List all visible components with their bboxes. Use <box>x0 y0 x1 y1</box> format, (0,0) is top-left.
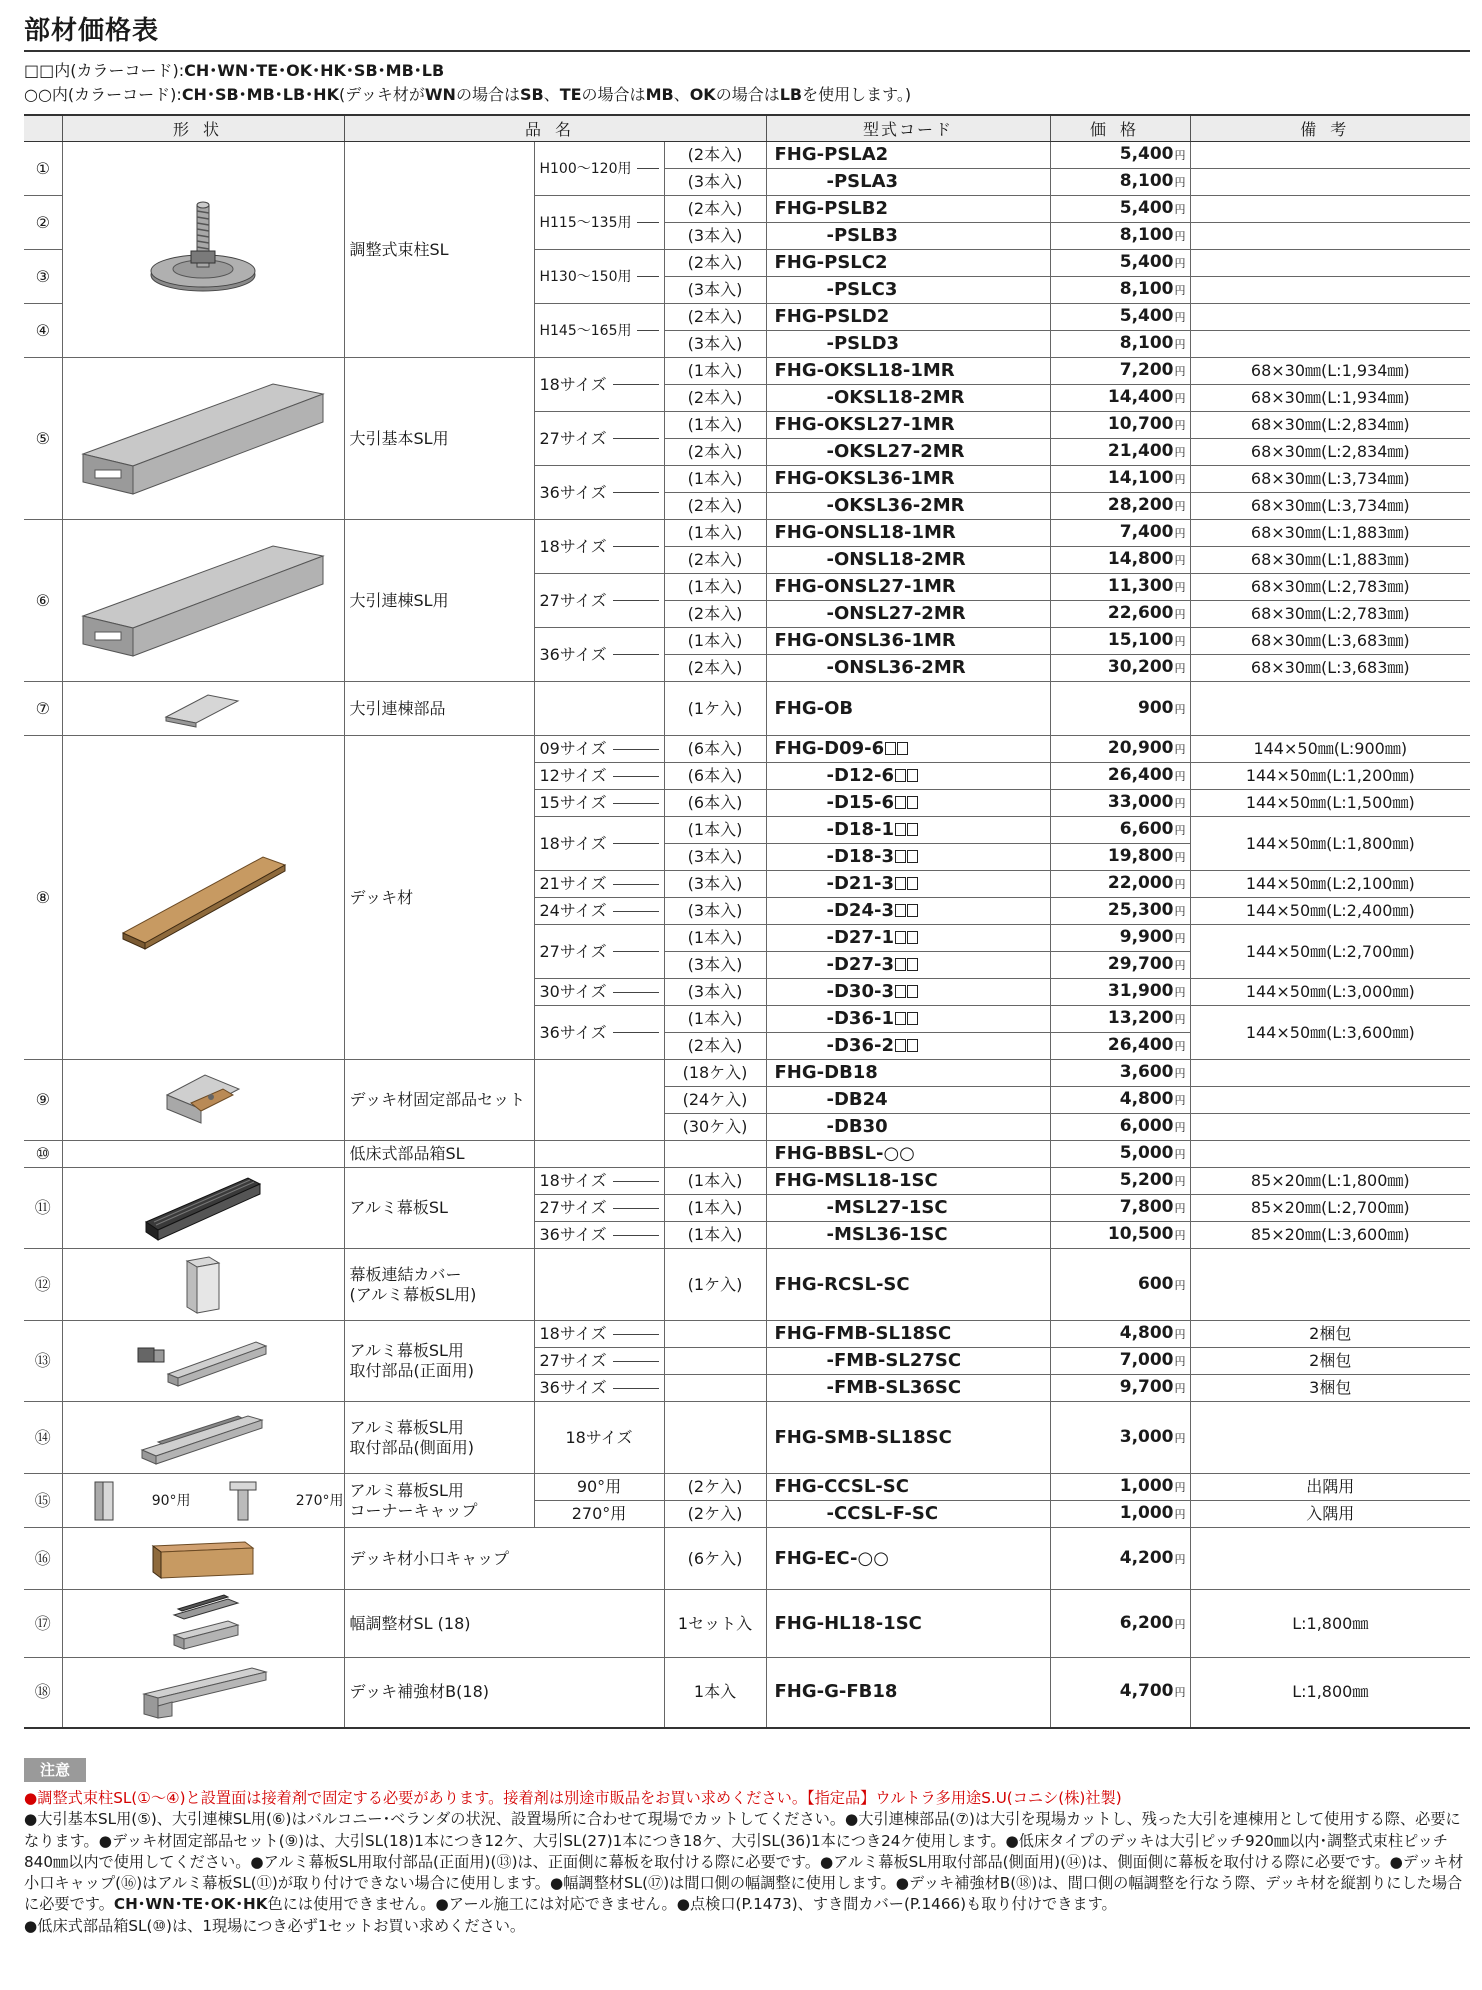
table-row: ⑰ 幅調整材SL (18) 1セット入 FHG-HL18-1SC 6,200円 L:1,800㎜ <box>24 1590 1470 1658</box>
deck-board-image <box>62 736 344 1060</box>
reinforcement-icon <box>128 1660 278 1724</box>
note-red: ●調整式束柱SL(①～④)と設置面は接着剤で固定する必要があります。接着剤は別途市販品をお買い求めください。【指定品】ウルトラ多用途S.U(コニシ(株)社製) <box>24 1789 1122 1807</box>
table-row: ⑨ デッキ材固定部品セット (18ケ入) FHG-DB18 3,600円 <box>24 1060 1470 1087</box>
corner-cap-90-icon <box>92 1478 116 1524</box>
note-last: ●低床式部品箱SL(⑩)は、1現場につき必ず1セットお買い求めください。 <box>24 1916 526 1935</box>
table-header-row <box>24 115 1470 142</box>
table-row: (3本入) -PSLB3 8,100円 <box>24 223 1470 250</box>
table-row: (3本入) -PSLA3 8,100円 <box>24 169 1470 196</box>
notes-tag: 注意 <box>24 1758 86 1782</box>
table-row: (3本入) -PSLD3 8,100円 <box>24 331 1470 358</box>
table-row: (2本入) -OKSL27-2MR 21,400円 68×30㎜(L:2,834㎜) <box>24 439 1470 466</box>
table-row: 270°用 (2ケ入) -CCSL-F-SC 1,000円 入隅用 <box>24 1501 1470 1528</box>
title-rule <box>24 50 1470 52</box>
table-row: ④ H145～165用 (2本入) FHG-PSLD2 5,400円 <box>24 304 1470 331</box>
beam-joint-image <box>62 520 344 682</box>
table-row: 36サイズ (1本入) FHG-OKSL36-1MR 14,100円 68×30㎜(L:3,734㎜) <box>24 466 1470 493</box>
table-row: (24ケ入) -DB24 4,800円 <box>24 1087 1470 1114</box>
header-note: 備考 <box>1190 115 1470 142</box>
table-row: 27サイズ (1本入) -D27-1 9,900円 144×50㎜(L:2,700㎜) <box>24 925 1470 952</box>
side-bracket-icon <box>128 1406 278 1470</box>
table-row: ⑬ アルミ幕板SL用 取付部品(正面用) 18サイズ FHG-FMB-SL18SC 4,800円 2梱包 <box>24 1321 1470 1348</box>
header-shape: 形状 <box>62 115 344 142</box>
table-row: 36サイズ (1本入) -D36-1 13,200円 144×50㎜(L:3,600㎜) <box>24 1006 1470 1033</box>
table-row: ⑫ 幕板連結カバー (アルミ幕板SL用) (1ケ入) FHG-RCSL-SC 600円 <box>24 1249 1470 1321</box>
price-table <box>24 114 1470 1729</box>
table-row: (3本入) -D18-3 19,800円 <box>24 844 1470 871</box>
cover-icon <box>173 1253 233 1317</box>
table-row: ⑱ デッキ補強材B(18) 1本入 FHG-G-FB18 4,700円 L:1,800㎜ <box>24 1658 1470 1728</box>
header-code: 型式コード <box>766 115 1050 142</box>
table-row: 27サイズ -FMB-SL27SC 7,000円 2梱包 <box>24 1348 1470 1375</box>
table-row: (2本入) -ONSL36-2MR 30,200円 68×30㎜(L:3,683㎜) <box>24 655 1470 682</box>
table-row: (2本入) -ONSL18-2MR 14,800円 68×30㎜(L:1,883㎜) <box>24 547 1470 574</box>
table-row: ⑯ デッキ材小口キャップ (6ケ入) FHG-EC-○○ 4,200円 <box>24 1528 1470 1590</box>
table-row: 36サイズ -FMB-SL36SC 9,700円 3梱包 <box>24 1375 1470 1402</box>
table-row: (30ケ入) -DB30 6,000円 <box>24 1114 1470 1141</box>
table-row: ⑤ 大引基本SL用 18サイズ (1本入) FHG-OKSL18-1MR 7,200円 68×30㎜(L:1,934㎜) <box>24 358 1470 385</box>
table-row: 27サイズ (1本入) FHG-OKSL27-1MR 10,700円 68×30㎜(L:2,834㎜) <box>24 412 1470 439</box>
corner-cap-270-icon <box>226 1478 260 1524</box>
width-adjuster-icon <box>158 1593 248 1655</box>
table-row: 30サイズ (3本入) -D30-3 31,900円 144×50㎜(L:3,000㎜) <box>24 979 1470 1006</box>
front-bracket-icon <box>128 1326 278 1396</box>
table-row: ⑪ アルミ幕板SL 18サイズ (1本入) FHG-MSL18-1SC 5,200円 85×20㎜(L:1,800㎜) <box>24 1168 1470 1195</box>
table-row: ② H115～135用 (2本入) FHG-PSLB2 5,400円 <box>24 196 1470 223</box>
deck-board-icon <box>113 843 293 953</box>
table-row: 36サイズ (1本入) FHG-ONSL36-1MR 15,100円 68×30㎜(L:3,683㎜) <box>24 628 1470 655</box>
table-row: ⑮ 90°用 270°用 アルミ幕板SL用 コーナーキャップ 90°用 (2ケ入) FHG-CCSL-SC 1,000円 出隅用 <box>24 1474 1470 1501</box>
fascia-board-icon <box>138 1172 268 1244</box>
table-row: 12サイズ (6本入) -D12-6 26,400円 144×50㎜(L:1,200㎜) <box>24 763 1470 790</box>
beam-joint-icon <box>73 536 333 666</box>
header-name: 品名 <box>344 115 766 142</box>
table-row: (2本入) -D36-2 26,400円 <box>24 1033 1470 1060</box>
color-code-line-1: □□内(カラーコード):CH･WN･TE･OK･HK･SB･MB･LB <box>24 61 445 80</box>
beam-image <box>62 358 344 520</box>
notes-block <box>24 1788 1464 1937</box>
header-price: 価格 <box>1050 115 1190 142</box>
label-270: 270°用 <box>295 1492 344 1509</box>
table-row: 15サイズ (6本入) -D15-6 33,000円 144×50㎜(L:1,500㎜) <box>24 790 1470 817</box>
table-row: 36サイズ (1本入) -MSL36-1SC 10,500円 85×20㎜(L:3,600㎜) <box>24 1222 1470 1249</box>
table-row: 27サイズ (1本入) -MSL27-1SC 7,800円 85×20㎜(L:2,700㎜) <box>24 1195 1470 1222</box>
table-row: ⑩ 低床式部品箱SL FHG-BBSL-○○ 5,000円 <box>24 1141 1470 1168</box>
row-number: ① <box>24 142 62 196</box>
color-code-line-2: ○○内(カラーコード):CH･SB･MB･LB･HK(デッキ材がWNの場合はSB、TEの場合はMB、OKの場合はLBを使用します。) <box>24 85 912 104</box>
table-row: ⑥ 大引連棟SL用 18サイズ (1本入) FHG-ONSL18-1MR 7,400円 68×30㎜(L:1,883㎜) <box>24 520 1470 547</box>
table-row: (2本入) -ONSL27-2MR 22,600円 68×30㎜(L:2,783㎜) <box>24 601 1470 628</box>
table-row: ① 調整式束柱SL H100～120用 (2本入) FHG-PSLA2 5,400円 <box>24 142 1470 169</box>
table-row: 27サイズ (1本入) FHG-ONSL27-1MR 11,300円 68×30㎜(L:2,783㎜) <box>24 574 1470 601</box>
product-name: 調整式束柱SL <box>344 142 534 358</box>
table-row: ③ H130～150用 (2本入) FHG-PSLC2 5,400円 <box>24 250 1470 277</box>
fastener-set-icon <box>153 1065 253 1135</box>
table-row: ⑭ アルミ幕板SL用 取付部品(側面用) 18サイズ FHG-SMB-SL18SC 3,000円 <box>24 1402 1470 1474</box>
post-image <box>62 142 344 358</box>
page-title: 部材価格表 <box>24 16 160 46</box>
table-row: ⑧ デッキ材 09サイズ (6本入) FHG-D09-6 20,900円 144×50㎜(L:900㎜) <box>24 736 1470 763</box>
joint-part-icon <box>158 689 248 729</box>
table-row: (3本入) -D27-3 29,700円 <box>24 952 1470 979</box>
table-row: 24サイズ (3本入) -D24-3 25,300円 144×50㎜(L:2,400㎜) <box>24 898 1470 925</box>
table-row: 21サイズ (3本入) -D21-3 22,000円 144×50㎜(L:2,100㎜) <box>24 871 1470 898</box>
table-row: (3本入) -PSLC3 8,100円 <box>24 277 1470 304</box>
end-cap-icon <box>143 1534 263 1584</box>
beam-icon <box>73 374 333 504</box>
label-90: 90°用 <box>151 1492 191 1509</box>
table-row: ⑦ 大引連棟部品 (1ケ入) FHG-OB 900円 <box>24 682 1470 736</box>
table-row: (2本入) -OKSL36-2MR 28,200円 68×30㎜(L:3,734㎜) <box>24 493 1470 520</box>
adjustable-post-icon <box>133 195 273 305</box>
table-row: 18サイズ (1本入) -D18-1 6,600円 144×50㎜(L:1,800㎜) <box>24 817 1470 844</box>
note-body: ●大引基本SL用(⑤)、大引連棟SL用(⑥)はバルコニー･ベランダの状況、設置場所に合わせて現場でカットしてください。●大引連棟部品(⑦)は大引を現場カットし、残った大引を連棟用として使用する際、必要になります。●デッキ材固定部品セット(⑨)は、大引SL(18)1本につき12ケ、大引SL(27)1本につき18ケ、大引SL(36)1本につき24ケ使用します。●低床タイプのデッキは大引ピッチ920㎜以内･調整式束柱ピッチ840㎜以内で使用してください。●アルミ幕板SL用取付部品(正面用)(⑬)は、正面側に幕板を取付ける際に必要です。●アルミ幕板SL用取付部品(側面用)(⑭)は、側面側に幕板を取付ける際に必要です。●デッキ材小口キャップ(⑯)はアルミ幕板SL(⑪)が取り付けできない場合に使用します。●幅調整材SL(⑰)は間口側の幅調整に使用します。●デッキ補強材B(⑱)は、間口側の幅調整を行なう際、デッキ材を縦割りにした場合に必要です。CH･WN･TE･OK･HK色には使用できません。●アール施工には対応できません。●点検口(P.1473)、すき間カバー(P.1466)も取り付けできます。 <box>24 1810 1464 1914</box>
table-row: (2本入) -OKSL18-2MR 14,400円 68×30㎜(L:1,934㎜) <box>24 385 1470 412</box>
